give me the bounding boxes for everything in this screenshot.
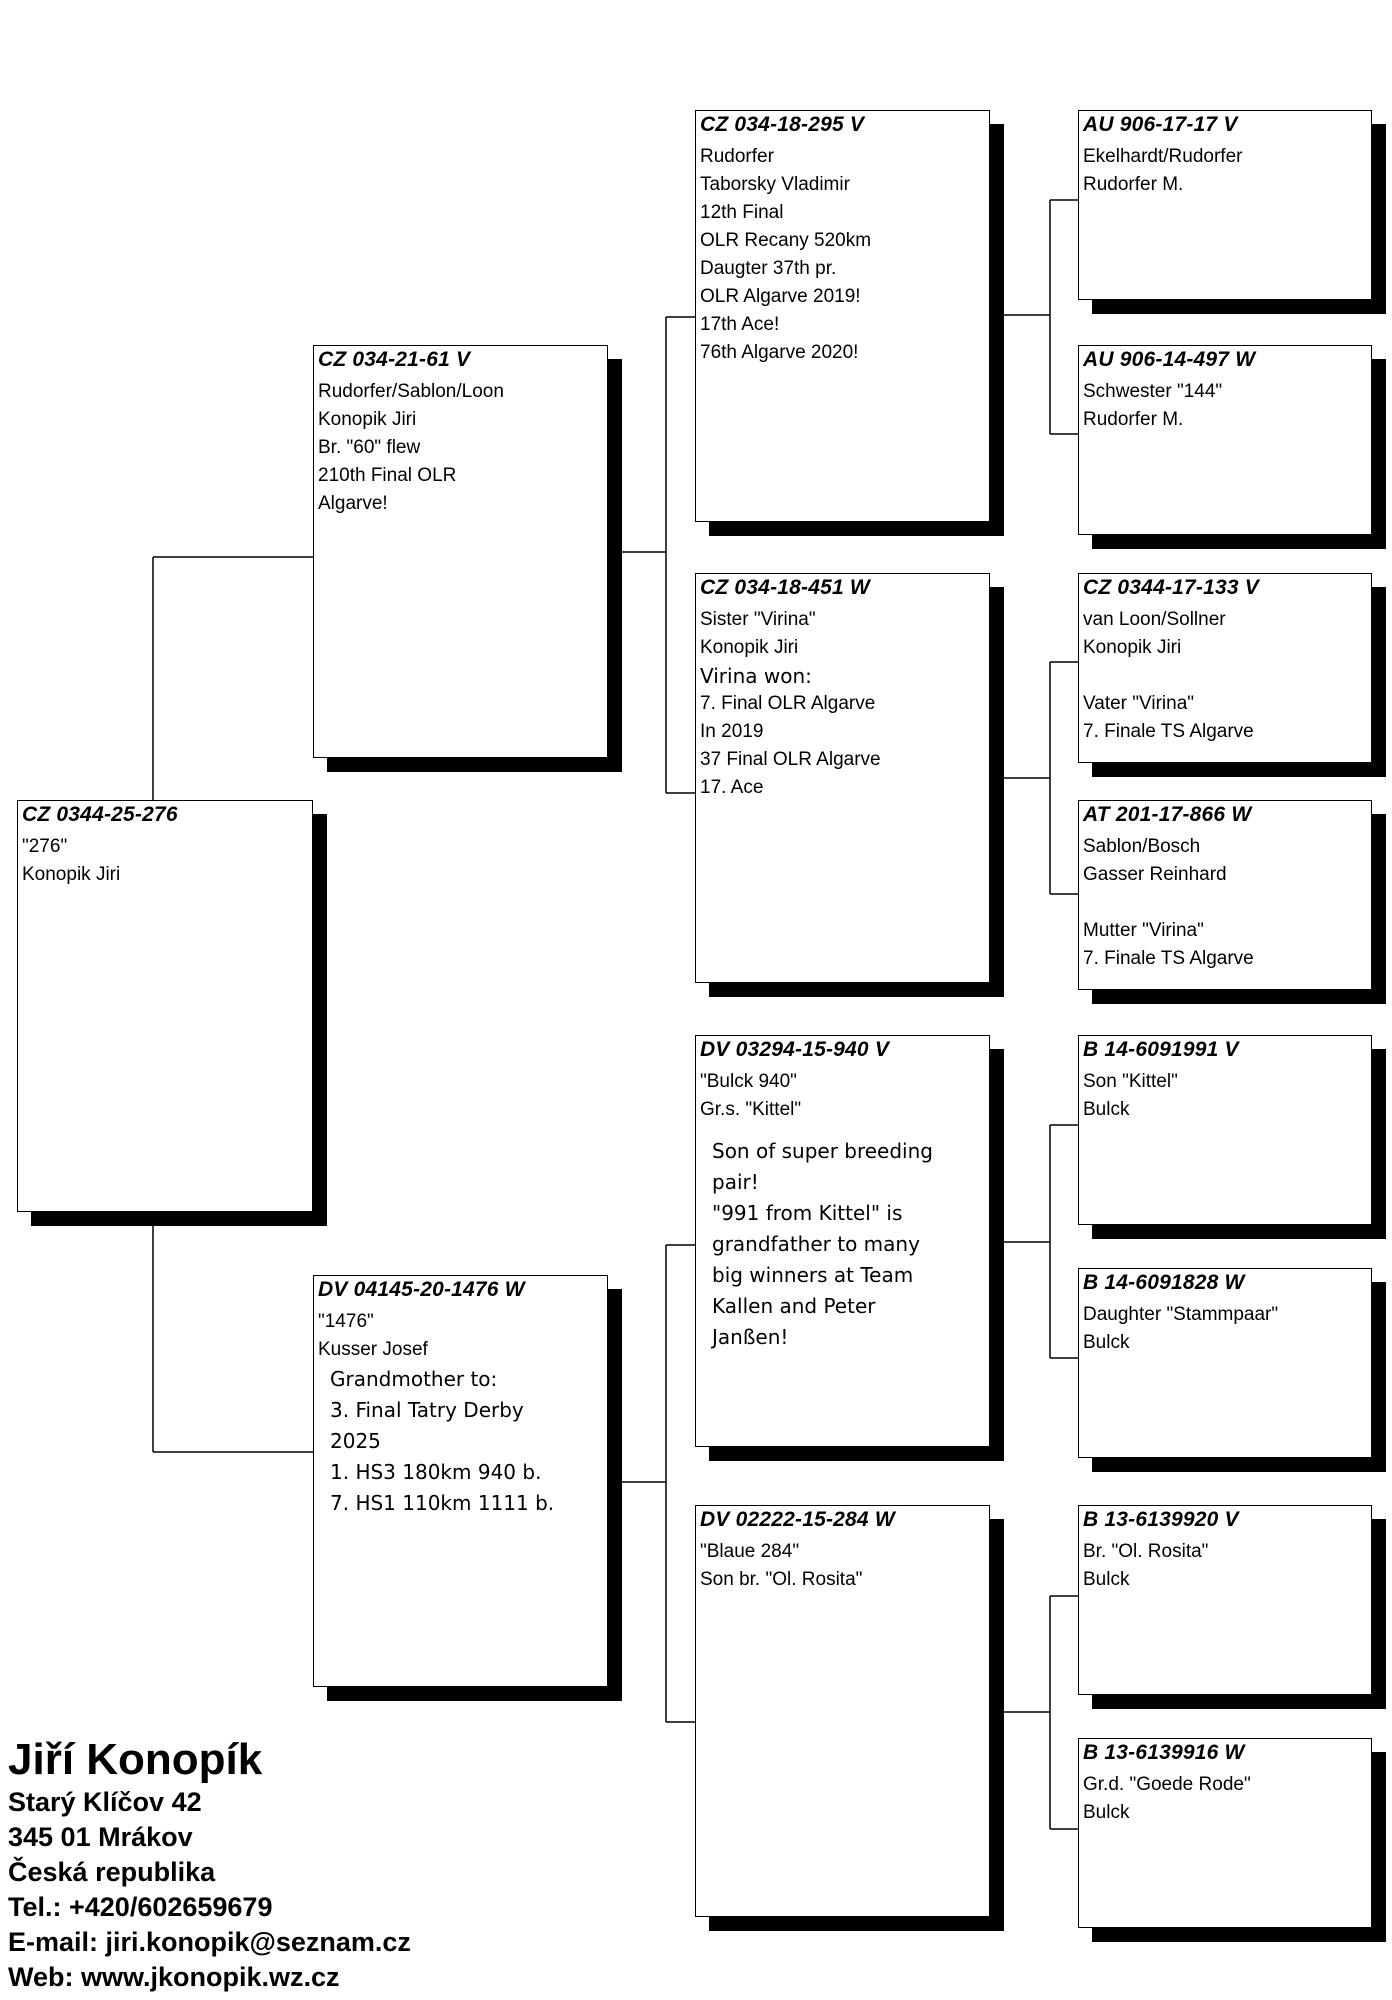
ggp-card-1: AU 906-17-17 V Ekelhardt/Rudorfer Rudorfer M. xyxy=(1078,110,1372,300)
city-address: 345 01 Mrákov xyxy=(8,1822,193,1852)
dam-dam-card: DV 02222-15-284 W "Blaue 284" Son br. "Ol. Rosita" xyxy=(695,1505,990,1917)
ring-number: DV 03294-15-940 V xyxy=(700,1038,890,1061)
sire-card: CZ 034-21-61 V Rudorfer/Sablon/Loon Konopik Jiri Br. "60" flew 210th Final OLR Algarve! xyxy=(313,345,608,758)
breeder-contact xyxy=(8,1735,411,1995)
sire-dam-card: CZ 034-18-451 W Sister "Virina" Konopik Jiri Virina won: 7. Final OLR Algarve In 2019 37 Final OLR Algarve 17. Ace xyxy=(695,573,990,983)
ring-number: B 13-6139916 W xyxy=(1083,1741,1245,1764)
ring-number: CZ 034-21-61 V xyxy=(318,348,471,371)
ggp-card-8: B 13-6139916 W Gr.d. "Goede Rode" Bulck xyxy=(1078,1738,1372,1928)
country: Česká republika xyxy=(8,1857,216,1887)
ring-number: CZ 0344-17-133 V xyxy=(1083,576,1259,599)
phone: Tel.: +420/602659679 xyxy=(8,1892,273,1922)
subject-pigeon-card: CZ 0344-25-276 "276" Konopik Jiri xyxy=(17,800,313,1212)
breeder-name: Jiří Konopík xyxy=(8,1735,263,1784)
ring-number: DV 02222-15-284 W xyxy=(700,1508,895,1531)
sire-sire-card: CZ 034-18-295 V Rudorfer Taborsky Vladimir 12th Final OLR Recany 520km Daugter 37th pr. OLR Algarve 2019! 17th Ace! 76th Algarve 2020! xyxy=(695,110,990,522)
dam-card: DV 04145-20-1476 W "1476" Kusser Josef Grandmother to: 3. Final Tatry Derby 2025 1. HS3 180km 940 b. 7. HS1 110km 1111 b. xyxy=(313,1275,608,1687)
dam-sire-note: Son of super breeding pair! "991 from Kittel" is grandfather to many big winners at Team Kallen and Peter Janßen! xyxy=(712,1139,933,1349)
ring-number: B 13-6139920 V xyxy=(1083,1508,1239,1531)
ring-number: AU 906-14-497 W xyxy=(1083,348,1256,371)
ring-number: B 14-6091828 W xyxy=(1083,1271,1245,1294)
ggp-card-4: AT 201-17-866 W Sablon/Bosch Gasser Reinhard Mutter "Virina" 7. Finale TS Algarve xyxy=(1078,800,1372,990)
ring-number: CZ 0344-25-276 xyxy=(22,803,178,826)
website: Web: www.jkonopik.wz.cz xyxy=(8,1962,340,1992)
ggp-card-3: CZ 0344-17-133 V van Loon/Sollner Konopik Jiri Vater "Virina" 7. Finale TS Algarve xyxy=(1078,573,1372,763)
street-address: Starý Klíčov 42 xyxy=(8,1787,202,1817)
ring-number: CZ 034-18-451 W xyxy=(700,576,870,599)
ggp-card-7: B 13-6139920 V Br. "Ol. Rosita" Bulck xyxy=(1078,1505,1372,1695)
ggp-card-2: AU 906-14-497 W Schwester "144" Rudorfer M. xyxy=(1078,345,1372,535)
ggp-card-5: B 14-6091991 V Son "Kittel" Bulck xyxy=(1078,1035,1372,1225)
ring-number: AU 906-17-17 V xyxy=(1083,113,1238,136)
ring-number: B 14-6091991 V xyxy=(1083,1038,1239,1061)
email: E-mail: jiri.konopik@seznam.cz xyxy=(8,1927,411,1957)
ggp-card-6: B 14-6091828 W Daughter "Stammpaar" Bulck xyxy=(1078,1268,1372,1458)
ring-number: CZ 034-18-295 V xyxy=(700,113,865,136)
dam-sire-card: DV 03294-15-940 V "Bulck 940" Gr.s. "Kittel" Son of super breeding pair! "991 from Kittel" is grandfather to many big winners at Team Kallen and Peter Janßen! xyxy=(695,1035,990,1447)
ring-number: DV 04145-20-1476 W xyxy=(318,1278,525,1301)
dam-note: Grandmother to: 3. Final Tatry Derby 2025 1. HS3 180km 940 b. 7. HS1 110km 1111 b. xyxy=(330,1367,555,1515)
ring-number: AT 201-17-866 W xyxy=(1083,803,1252,826)
